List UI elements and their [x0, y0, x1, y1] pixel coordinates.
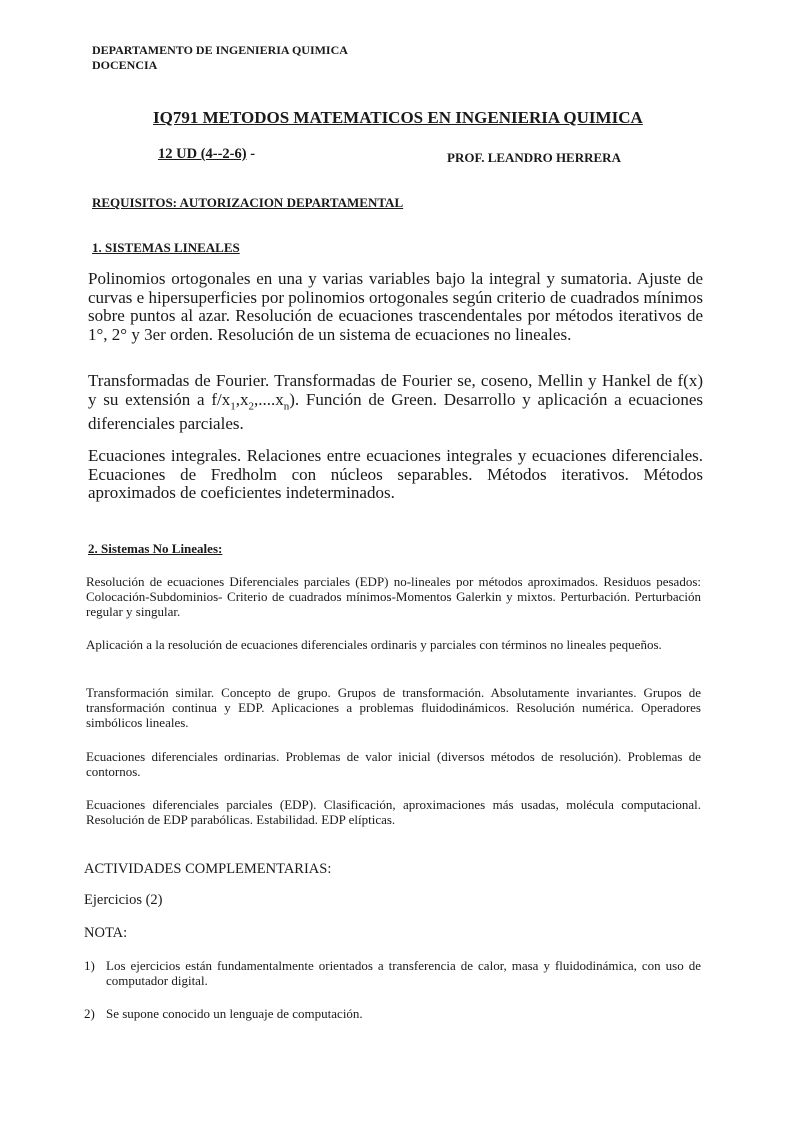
course-title: IQ791 METODOS MATEMATICOS EN INGENIERIA QUIMICA [153, 108, 643, 127]
note-number: 2) [84, 1006, 95, 1021]
section1-paragraph-1: Polinomios ortogonales en una y varias variables bajo la integral y sumatoria. Ajuste de curvas e hipersuperficies por polinomios ortogonales según criterio de cuadrados mínimos sobre puntos al azar. Resolución de ecuaciones trascendentales por métodos iterativos de 1°, 2° y 3er orden. Resolución de un sistema de ecuaciones no lineales. [88, 269, 703, 344]
p2-text-c: ,....x [254, 389, 284, 409]
p2-text-b: ,x [235, 389, 249, 409]
p2-sub-1: 1 [230, 399, 236, 412]
section2-paragraph-4: Ecuaciones diferenciales ordinarias. Problemas de valor inicial (diversos métodos de resolución). Problemas de contornos. [86, 749, 701, 779]
note-text: Los ejercicios están fundamentalmente orientados a transferencia de calor, masa y fluidodinámica, con uso de computador digital. [106, 958, 701, 988]
department-label: DEPARTAMENTO DE INGENIERIA QUIMICA [92, 43, 348, 57]
section1-paragraph-3: Ecuaciones integrales. Relaciones entre ecuaciones integrales y ecuaciones diferenciales. Ecuaciones de Fredholm con núcleos separables. Métodos iterativos. Métodos aproximados de coeficientes indeterminados. [88, 446, 703, 502]
section1-paragraph-2 [88, 372, 703, 434]
p2-sub-2: 2 [248, 399, 254, 412]
activities-heading: ACTIVIDADES COMPLEMENTARIAS: [84, 861, 332, 877]
section2-paragraph-5: Ecuaciones diferenciales parciales (EDP). Clasificación, aproximaciones más usadas, molécula computacional. Resolución de EDP parabólicas. Estabilidad. EDP elípticas. [86, 797, 701, 827]
section2-paragraph-1: Resolución de ecuaciones Diferenciales parciales (EDP) no-lineales por métodos aproximados. Residuos pesados: Colocación-Subdominios- Criterio de cuadrados mínimos-Momentos Galerkin y mixtos. Perturbación. Perturbación regular y singular. [86, 574, 701, 619]
section2-paragraph-2: Aplicación a la resolución de ecuaciones diferenciales ordinaris y parciales con términos no lineales pequeños. [86, 637, 662, 652]
requirements: REQUISITOS: AUTORIZACION DEPARTAMENTAL [92, 195, 404, 210]
section1-heading: 1. SISTEMAS LINEALES [92, 240, 240, 255]
course-dash: - [250, 146, 256, 162]
course-credits: 12 UD (4--2-6) [158, 146, 247, 162]
nota-label: NOTA: [84, 925, 128, 941]
course-credits-line [158, 146, 255, 163]
p2-sub-n: n [283, 399, 290, 412]
section2-paragraph-3: Transformación similar. Concepto de grupo. Grupos de transformación. Absolutamente invariantes. Grupos de transformación continua y EDP. Aplicaciones a problemas fluidodinámicos. Resolución numérica. Operadores simbólicos lineales. [86, 685, 701, 730]
exercises-label: Ejercicios (2) [84, 892, 163, 908]
section2-heading: 2. Sistemas No Lineales: [88, 541, 223, 556]
section-label: DOCENCIA [92, 58, 158, 72]
p2-text-a: Transformadas de Fourier. Transformadas de Fourier se, coseno, Mellin y Hankel de f(x) y su extensión a f/x [88, 371, 703, 409]
note-text: Se supone conocido un lenguaje de computación. [106, 1006, 363, 1021]
note-number: 1) [84, 958, 95, 973]
professor: PROF. LEANDRO HERRERA [447, 150, 621, 165]
p2-text-d: ). Función de Green. Desarrollo y aplicación a ecuaciones diferenciales parciales. [88, 389, 703, 434]
